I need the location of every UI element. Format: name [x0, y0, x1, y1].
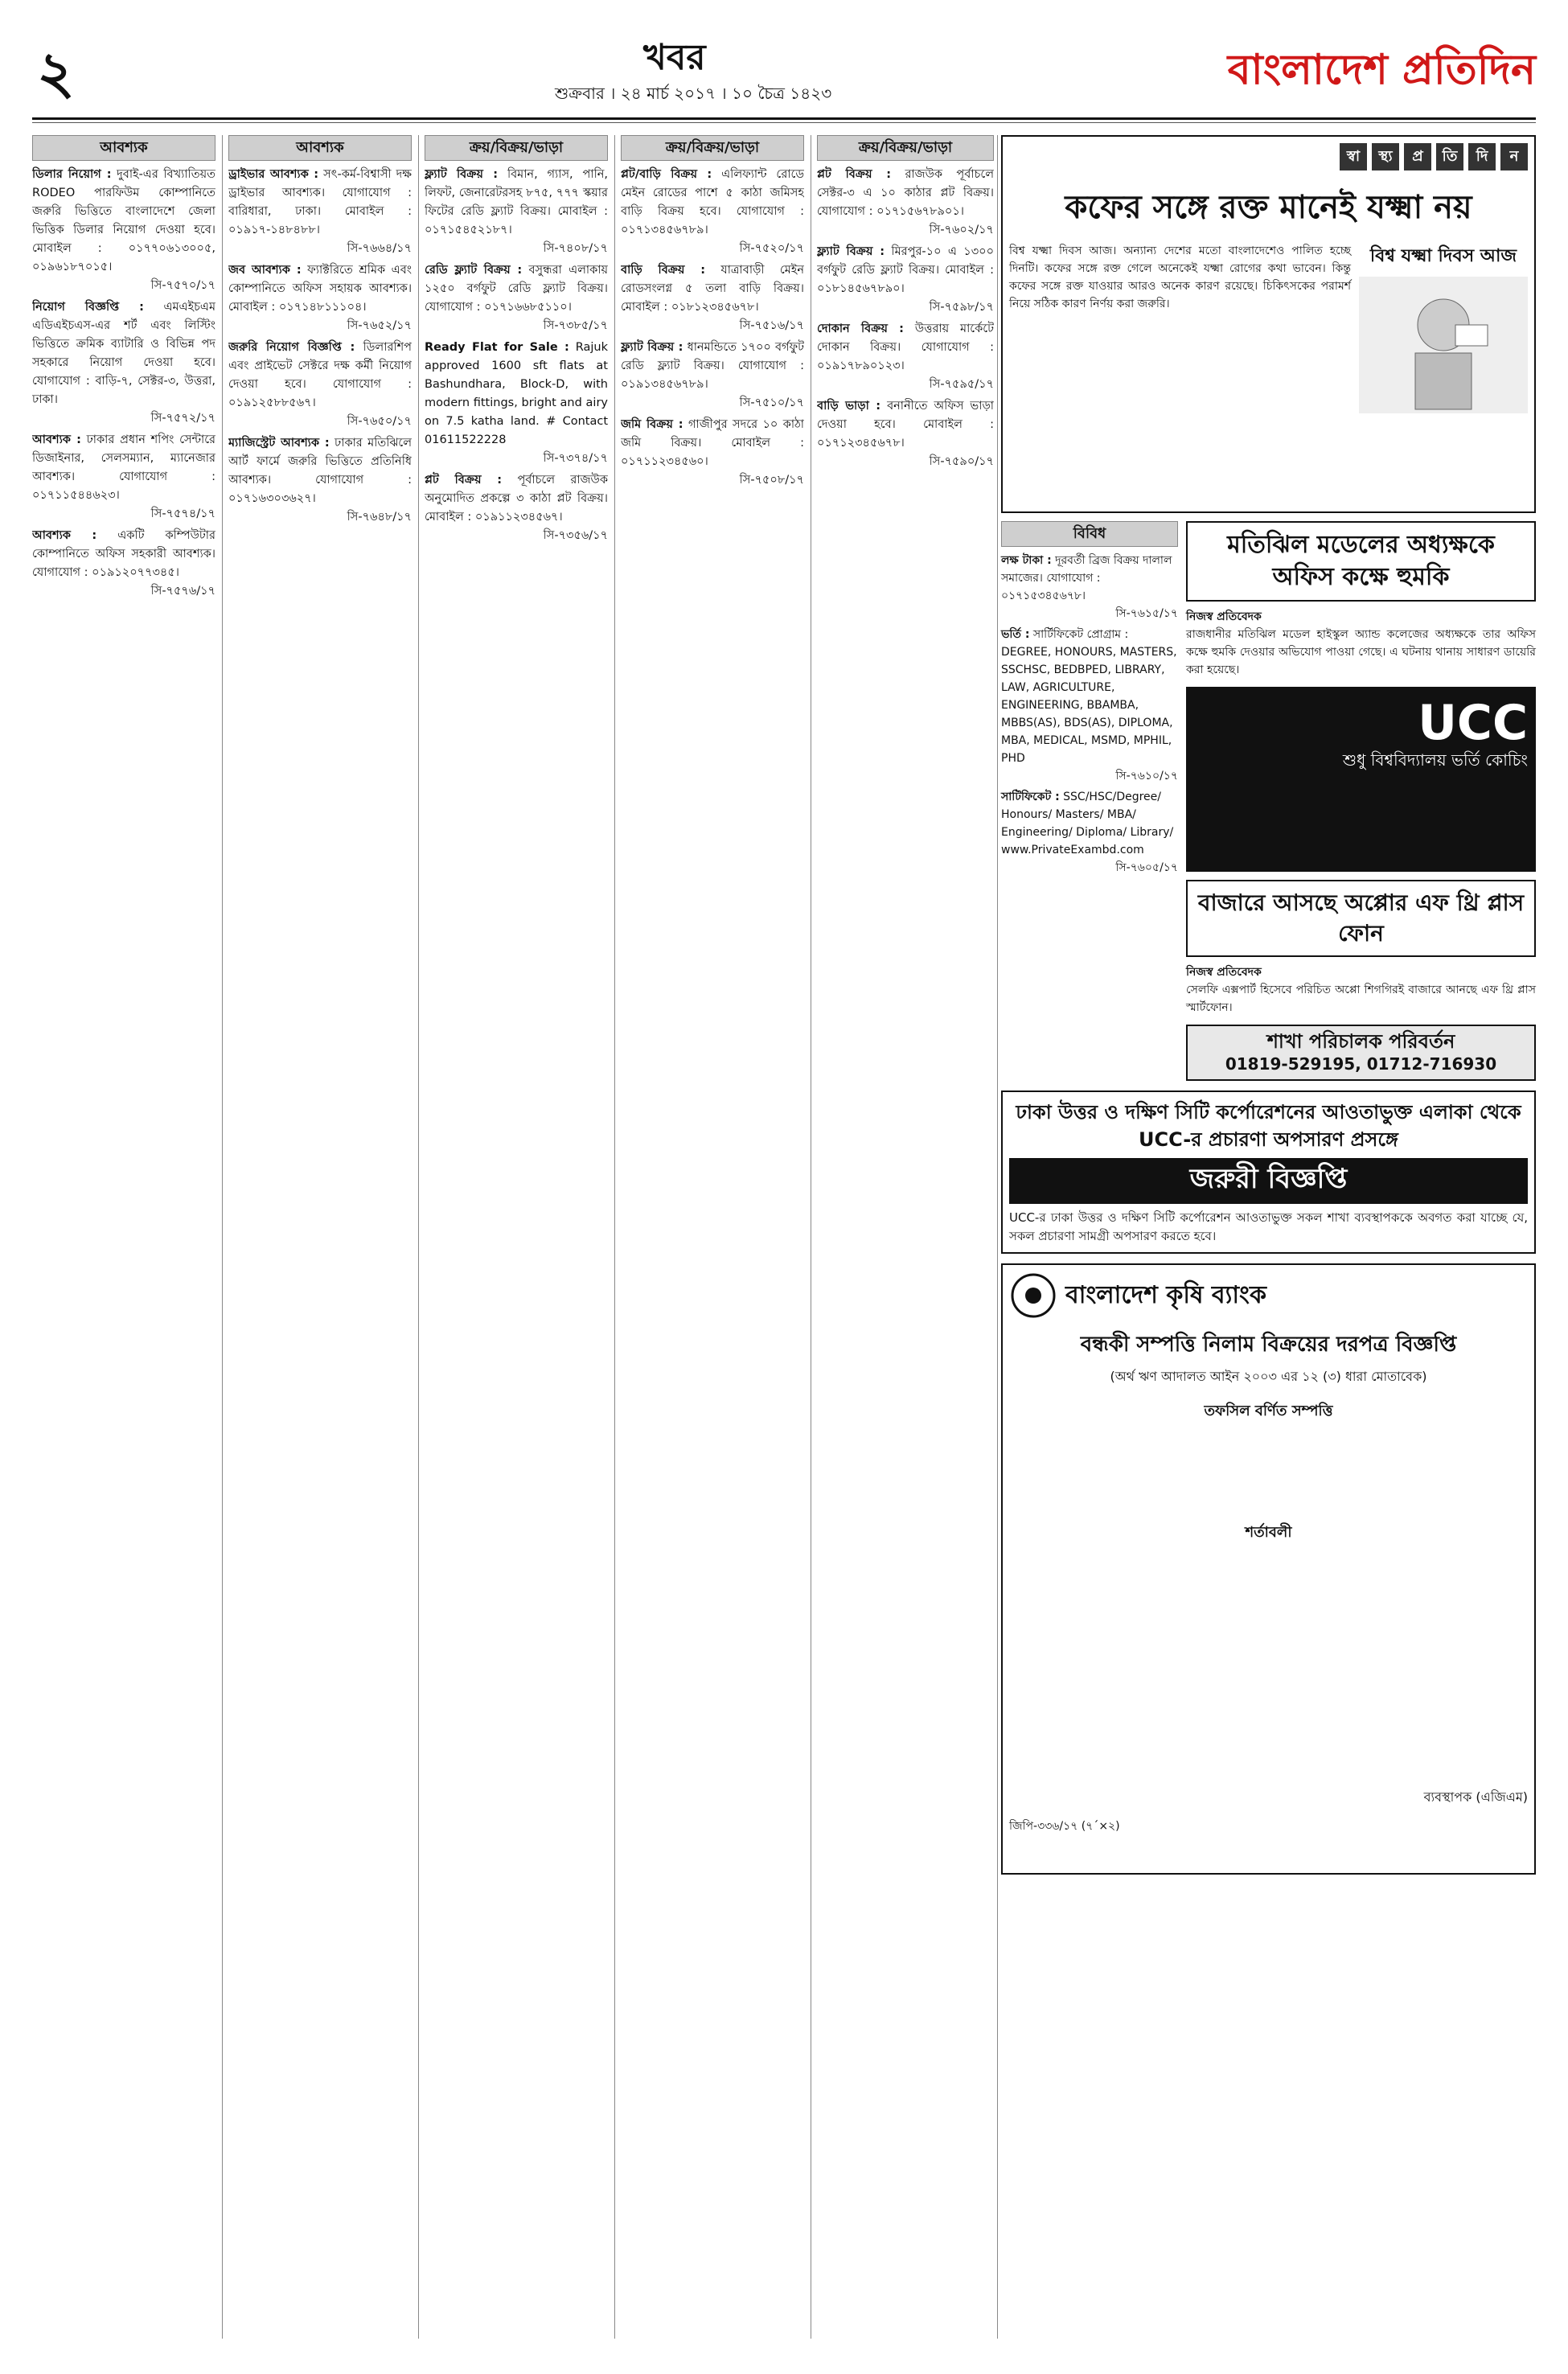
- classified-ad: ম্যাজিস্ট্রেট আবশ্যক : ঢাকার মতিঝিলে আর্ট ফার্মে জরুরি ভিত্তিতে প্রতিনিধি আবশ্যক। যোগাযোগ : ০১৭১৬৩০৩৬২৭। সি-৭৬৪৮/১৭: [228, 437, 412, 524]
- classified-ad: দোকান বিক্রয় : উত্তরায় মার্কেটে দোকান বিক্রয়। যোগাযোগ : ০১৯১৭৮৯০১২৩। সি-৭৫৯৫/১৭: [817, 322, 994, 391]
- column-rule: [418, 135, 419, 2339]
- health-headline: কফের সঙ্গে রক্ত মানেই যক্ষ্মা নয়: [1065, 188, 1472, 226]
- ucc-phones: 01819-529195, 01712-716930: [1225, 1054, 1497, 1074]
- schedule-heading: তফসিল বর্ণিত সম্পত্তি: [1204, 1403, 1333, 1419]
- news-body: সেলফি এক্সপার্ট হিসেবে পরিচিত অপ্পো শিগগিরই বাজারে আনছে এফ থ্রি প্লাস স্মার্টফোন।: [1186, 984, 1536, 1014]
- bank-name: বাংলাদেশ কৃষি ব্যাংক: [1065, 1280, 1266, 1309]
- classified-ad: ড্রাইভার আবশ্যক : সৎ-কর্ম-বিশ্বাসী দক্ষ ড্রাইভার আবশ্যক। যোগাযোগ : বারিধারা, ঢাকা। মোবাইল : ০১৯১৭-১৪৮৪৮৮। সি-৭৬৬৪/১৭: [228, 168, 412, 255]
- column-rule: [222, 135, 223, 2339]
- column-rule: [997, 135, 998, 2339]
- news-title: মতিঝিল মডেলের অধ্যক্ষকে অফিস কক্ষে হুমকি: [1227, 531, 1495, 591]
- classified-ad: Ready Flat for Sale : Rajuk approved 1600 sft flats at Bashundhara, Block-D, with modern fittings, bright and airy on 7.5 katha land. # Contact 01611522228 সি-৭৩৭৪/১৭: [425, 341, 608, 465]
- column-heading: ক্রয়/বিক্রয়/ভাড়া: [621, 135, 804, 161]
- classified-ad: প্লট বিক্রয় : রাজউক পূর্বাচলে সেক্টর-৩ এ ১০ কাঠার প্লট বিক্রয়। যোগাযোগ : ০১৭১৫৬৭৮৯০১। সি-৭৬০২/১৭: [817, 168, 994, 236]
- classified-ad: জমি বিক্রয় : গাজীপুর সদরে ১০ কাঠা জমি বিক্রয়। মোবাইল : ০১৭১১২৩৪৫৬০। সি-৭৫০৮/১৭: [621, 418, 804, 487]
- classified-ad: জব আবশ্যক : ফ্যাক্টরিতে শ্রমিক এবং কোম্পানিতে অফিস সহায়ক আবশ্যক। মোবাইল : ০১৭১৪৮১১১০৪। সি-৭৬৫২/১৭: [228, 264, 412, 332]
- news-box-2: [1186, 880, 1536, 957]
- news-body: রাজধানীর মতিঝিল মডেল হাইস্কুল অ্যান্ড কলেজের অধ্যক্ষকে তার অফিস কক্ষে হুমকি দেওয়ার অভিযোগ পাওয়া গেছে। এ ঘটনায় থানায় সাধারণ ডায়েরি করা হয়েছে।: [1186, 628, 1536, 676]
- ucc-advertisement: [1186, 687, 1536, 872]
- coughing-person-illustration: [1359, 277, 1528, 413]
- classified-ad: লক্ষ টাকা : দূরবর্তী ব্রিজ বিক্রয় দালাল সমাজের। যোগাযোগ : ০১৭১৫৩৪৫৬৭৮। সি-৭৬১৫/১৭: [1001, 554, 1178, 620]
- ucc-urgent-heading: জরুরী বিজ্ঞপ্তি: [1009, 1158, 1528, 1204]
- ucc-branch-title: শাখা পরিচালক পরিবর্তন: [1266, 1030, 1455, 1053]
- bank-auction-notice: [1001, 1263, 1536, 1875]
- ucc-notice: [1001, 1090, 1536, 1254]
- ucc-urgent-text: UCC-র ঢাকা উত্তর ও দক্ষিণ সিটি কর্পোরেশন আওতাভুক্ত সকল শাখা ব্যবস্থাপককে অবগত করা যাচ্ছে যে, সকল প্রচারণা সামগ্রী অপসারণ করতে হবে।: [1009, 1210, 1528, 1243]
- classified-column-5: [817, 135, 994, 2339]
- classified-ad: প্লট/বাড়ি বিক্রয় : এলিফ্যান্ট রোডে মেইন রোডের পাশে ৫ কাঠা জমিসহ বাড়ি বিক্রয় হবে। যোগাযোগ : ০১৭১৩৪৫৬৭৮৯। সি-৭৫২০/১৭: [621, 168, 804, 255]
- masthead-rule: [32, 122, 1536, 123]
- classified-ad: আবশ্যক : একটি কম্পিউটার কোম্পানিতে অফিস সহকারী আবশ্যক। যোগাযোগ : ০১৯১২০৭৭৩৪৫। সি-৭৫৭৬/১৭: [32, 529, 215, 598]
- bank-logo-icon: [1009, 1271, 1057, 1320]
- column-heading: ক্রয়/বিক্রয়/ভাড়া: [817, 135, 994, 161]
- classified-ad: ফ্ল্যাট বিক্রয় : ধানমন্ডিতে ১৭০০ বর্গফুট রেডি ফ্ল্যাট বিক্রয়। যোগাযোগ : ০১৯১৩৪৫৬৭৮৯। সি-৭৫১০/১৭: [621, 341, 804, 409]
- ucc-logo: UCC: [1418, 695, 1528, 751]
- section-title: খবর: [643, 37, 706, 78]
- ucc-notice-title: ঢাকা উত্তর ও দক্ষিণ সিটি কর্পোরেশনের আওতাভুক্ত এলাকা থেকে UCC-র প্রচারণা অপসারণ প্রসঙ্গে: [1016, 1101, 1521, 1151]
- issue-date: শুক্রবার । ২৪ মার্চ ২০১৭ । ১০ চৈত্র ১৪২৩: [555, 84, 832, 103]
- bank-notice-ref: জিপি-৩৩৬/১৭ (৭´×২): [1009, 1820, 1120, 1833]
- column-rule: [614, 135, 615, 2339]
- classified-column-3: [425, 135, 608, 2339]
- ucc-tagline: শুধু বিশ্ববিদ্যালয় ভর্তি কোচিং: [1342, 750, 1528, 770]
- bank-signature: ব্যবস্থাপক (এজিএম): [1423, 1789, 1528, 1805]
- brand-logo: বাংলাদেশ প্রতিদিন: [1227, 45, 1536, 94]
- bibidho-section: [1001, 521, 1178, 1081]
- newspaper-page: [32, 23, 1536, 2351]
- bank-notice-subtitle: (অর্থ ঋণ আদালত আইন ২০০৩ এর ১২ (৩) ধারা মোতাবেক): [1110, 1369, 1427, 1384]
- classified-ad: ডিলার নিয়োগ : দুবাই-এর বিখ্যাতিয়ত RODEO পারফিউম কোম্পানিতে জরুরি ভিত্তিতে বাংলাদেশে জেলা ভিত্তিক ডিলার নিয়োগ দেওয়া হবে। মোবাইল : ০১৭৭০৬১৩০০৫, ০১৯৬১৮৭০১৫। সি-৭৫৭০/১৭: [32, 168, 215, 292]
- news-box-1: [1186, 521, 1536, 602]
- news-byline: নিজস্ব প্রতিবেদক: [1186, 966, 1262, 979]
- column-heading: বিবিধ: [1001, 521, 1178, 547]
- health-subhead: বিশ্ব যক্ষ্মা দিবস আজ: [1369, 246, 1517, 266]
- health-body: বিশ্ব যক্ষ্মা দিবস আজ। অন্যান্য দেশের মতো বাংলাদেশেও পালিত হচ্ছে দিনটি। কফের সঙ্গে রক্ত গেলে অনেকেই যক্ষ্মা রোগের কথা ভাবেন। কিন্তু কফের সঙ্গে রক্ত যাওয়ার আরও অনেক কারণ রয়েছে। চিকিৎসকের পরামর্শ নিয়ে সঠিক কারণ নির্ণয় করা জরুরি।: [1009, 244, 1351, 310]
- classified-ad: নিয়োগ বিজ্ঞপ্তি : এমএইচএম এডিএইচএস-এর শর্ট এবং লিস্টিং ভিত্তিতে ক্রমিক ব্যাটারি ও বিভিন্ন পদ সহকারে নিয়োগ দেওয়া হবে। যোগাযোগ : বাড়ি-৭, সেক্টর-৩, উত্তরা, ঢাকা। সি-৭৫৭২/১৭: [32, 301, 215, 425]
- classified-column-1: [32, 135, 215, 2339]
- classified-ad: সাটিফিকেট : SSC/HSC/Degree/ Honours/ Masters/ MBA/ Engineering/ Diploma/ Library/ www.PrivateExambd.com সি-৭৬০৫/১৭: [1001, 791, 1178, 874]
- ucc-branch-box: [1186, 1025, 1536, 1081]
- news-byline: নিজস্ব প্রতিবেদক: [1186, 610, 1262, 623]
- right-panel: [1001, 135, 1536, 1875]
- classified-ad: প্লট বিক্রয় : পূর্বাচলে রাজউক অনুমোদিত প্রকল্পে ৩ কাঠা প্লট বিক্রয়। মোবাইল : ০১৯১১২৩৪৫৬৭। সি-৭৩৫৬/১৭: [425, 474, 608, 542]
- classified-ad: আবশ্যক : ঢাকার প্রধান শপিং সেন্টারে ডিজাইনার, সেলসম্যান, ম্যানেজার আবশ্যক। যোগাযোগ : ০১৭১১৫৪৪৬২৩। সি-৭৫৭৪/১৭: [32, 433, 215, 520]
- classified-ad: ফ্ল্যাট বিক্রয় : বিমান, গ্যাস, পানি, লিফট, জেনারেটরসহ ৮৭৫, ৭৭৭ স্কয়ার ফিটের রেডি ফ্ল্যাট বিক্রয়। মোবাইল : ০১৭১৫৪৫২১৮৭। সি-৭৪০৮/১৭: [425, 168, 608, 255]
- column-heading: আবশ্যক: [228, 135, 412, 161]
- health-tag: স্বা স্থ্য প্র তি দি ন: [1009, 143, 1528, 174]
- health-article: [1001, 135, 1536, 513]
- bank-notice-title: বন্ধকী সম্পত্তি নিলাম বিক্রয়ের দরপত্র বিজ্ঞপ্তি: [1080, 1333, 1457, 1357]
- news-title: বাজারে আসছে অপ্পোর এফ থ্রি প্লাস ফোন: [1197, 889, 1525, 947]
- classified-column-2: [228, 135, 412, 2339]
- classified-ad: বাড়ি বিক্রয় : যাত্রাবাড়ী মেইন রোডসংলগ্ন ৫ তলা বাড়ি বিক্রয়। মোবাইল : ০১৮১২৩৪৫৬৭৮। সি-৭৫১৬/১৭: [621, 264, 804, 332]
- masthead: [32, 23, 1536, 120]
- classified-ad: জরুরি নিয়োগ বিজ্ঞপ্তি : ডিলারশিপ এবং প্রাইভেট সেক্টরে দক্ষ কর্মী নিয়োগ দেওয়া হবে। যোগাযোগ : ০১৯১২৫৮৮৫৬৭। সি-৭৬৫০/১৭: [228, 341, 412, 428]
- column-heading: আবশ্যক: [32, 135, 215, 161]
- classified-ad: ফ্ল্যাট বিক্রয় : মিরপুর-১০ এ ১৩০০ বর্গফুট রেডি ফ্ল্যাট বিক্রয়। মোবাইল : ০১৮১৪৫৬৭৮৯০। সি-৭৫৯৮/১৭: [817, 245, 994, 314]
- classified-ad: রেডি ফ্ল্যাট বিক্রয় : বসুন্ধরা এলাকায় ১২৫০ বর্গফুট রেডি ফ্ল্যাট বিক্রয়। যোগাযোগ : ০১৭১৬৬৮৫১১০। সি-৭৩৮৫/১৭: [425, 264, 608, 332]
- conditions-heading: শর্তাবলী: [1245, 1524, 1292, 1541]
- classified-ad: ভর্তি : সার্টিফিকেট প্রোগ্রাম : DEGREE, HONOURS, MASTERS, SSCHSC, BEDBPED, LIBRARY, LAW, AGRICULTURE, ENGINEERING, BBAMBA, MBBS(AS), BDS(AS), DIPLOMA, MBA, MEDICAL, MSMD, MPHIL, PHD সি-৭৬১০/১৭: [1001, 628, 1178, 782]
- page-number: ২: [37, 38, 75, 106]
- column-heading: ক্রয়/বিক্রয়/ভাড়া: [425, 135, 608, 161]
- classified-ad: বাড়ি ভাড়া : বনানীতে অফিস ভাড়া দেওয়া হবে। মোবাইল : ০১৭১২৩৪৫৬৭৮। সি-৭৫৯০/১৭: [817, 400, 994, 468]
- classified-column-4: [621, 135, 804, 2339]
